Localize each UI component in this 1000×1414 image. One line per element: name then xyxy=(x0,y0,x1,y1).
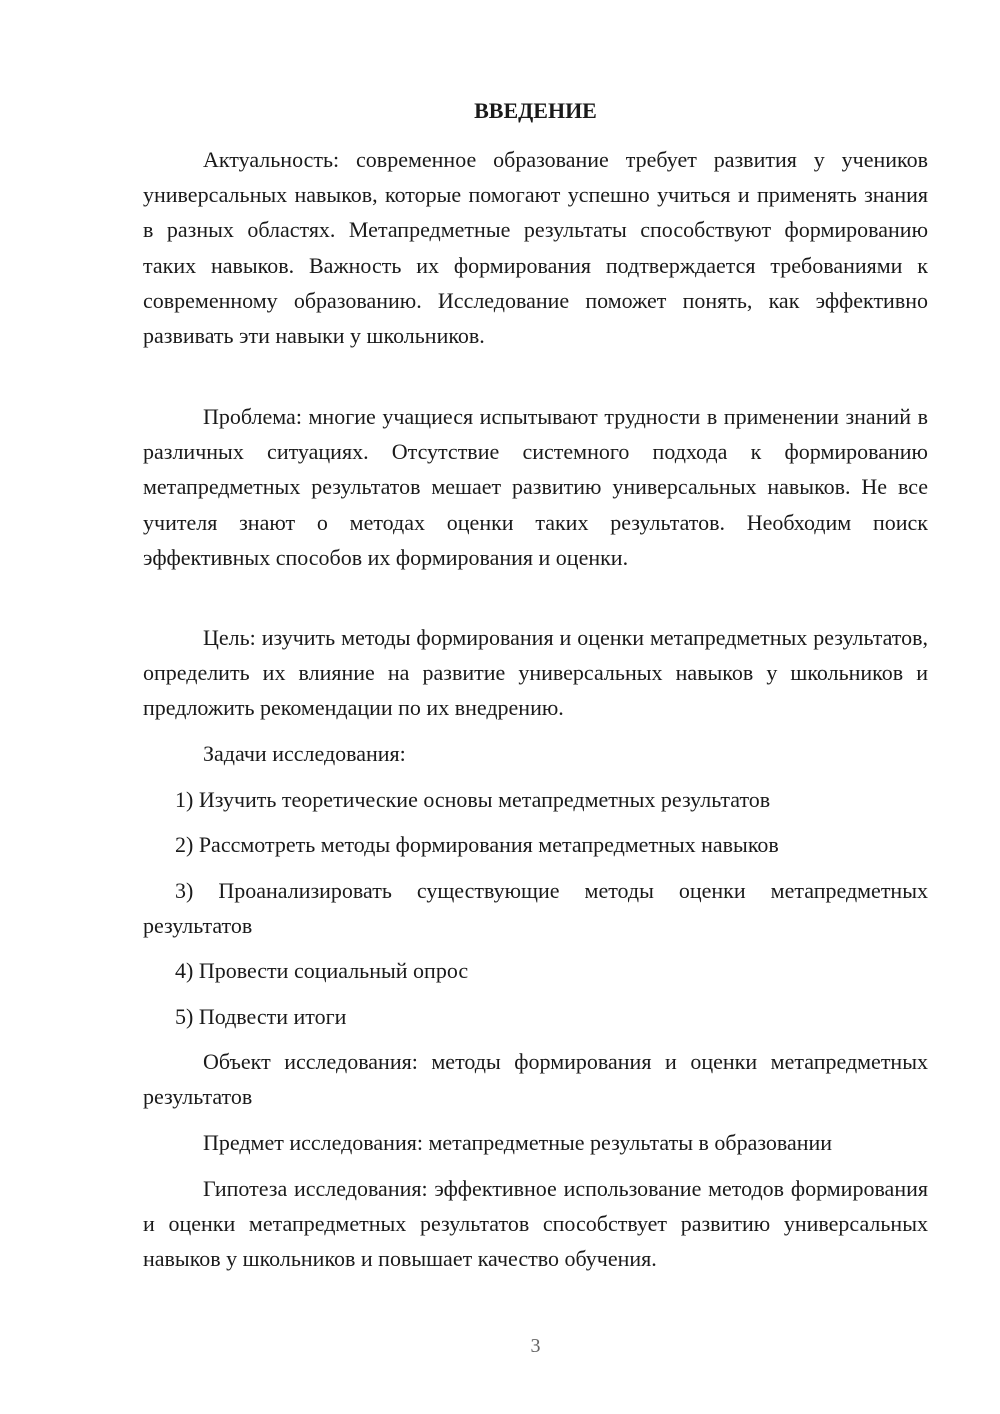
task-item-2: 2) Рассмотреть методы формирования метапредметных навыков xyxy=(175,832,779,857)
page-number: 3 xyxy=(530,1335,541,1357)
subject-paragraph: Предмет исследования: метапредметные результаты в образовании xyxy=(203,1130,833,1155)
task-item-1: 1) Изучить теоретические основы метапредметных результатов xyxy=(175,787,771,812)
task-item-5: 5) Подвести итоги xyxy=(175,1004,347,1029)
hypothesis-paragraph: Гипотеза исследования: эффективное использование методов формирования и оценки метапредметных результатов способствует развитию универсальных навыков у школьников и повышает качество обучения. xyxy=(143,1176,928,1272)
document-page xyxy=(143,0,928,1414)
tasks-heading: Задачи исследования: xyxy=(203,741,406,766)
section-heading: ВВЕДЕНИЕ xyxy=(474,98,597,123)
task-item-4: 4) Провести социальный опрос xyxy=(175,958,469,983)
task-item-3: 3) Проанализировать существующие методы оценки метапредметных результатов xyxy=(143,878,928,939)
relevance-paragraph: Актуальность: современное образование требует развития у учеников универсальных навыков, которые помогают успешно учиться и применять знания в разных областях. Метапредметные результаты способствуют формированию таких навыков. Важность их формирования подтверждается требованиями к современному образованию. Исследование поможет понять, как эффективно развивать эти навыки у школьников. xyxy=(143,147,928,349)
problem-paragraph: Проблема: многие учащиеся испытывают трудности в применении знаний в различных ситуациях. Отсутствие системного подхода к формированию метапредметных результатов мешает развитию универсальных навыков. Не все учителя знают о методах оценки таких результатов. Необходим поиск эффективных способов их формирования и оценки. xyxy=(143,404,928,570)
goal-paragraph: Цель: изучить методы формирования и оценки метапредметных результатов, определить их влияние на развитие универсальных навыков у школьников и предложить рекомендации по их внедрению. xyxy=(143,625,928,721)
object-paragraph: Объект исследования: методы формирования и оценки метапредметных результатов xyxy=(143,1049,928,1110)
